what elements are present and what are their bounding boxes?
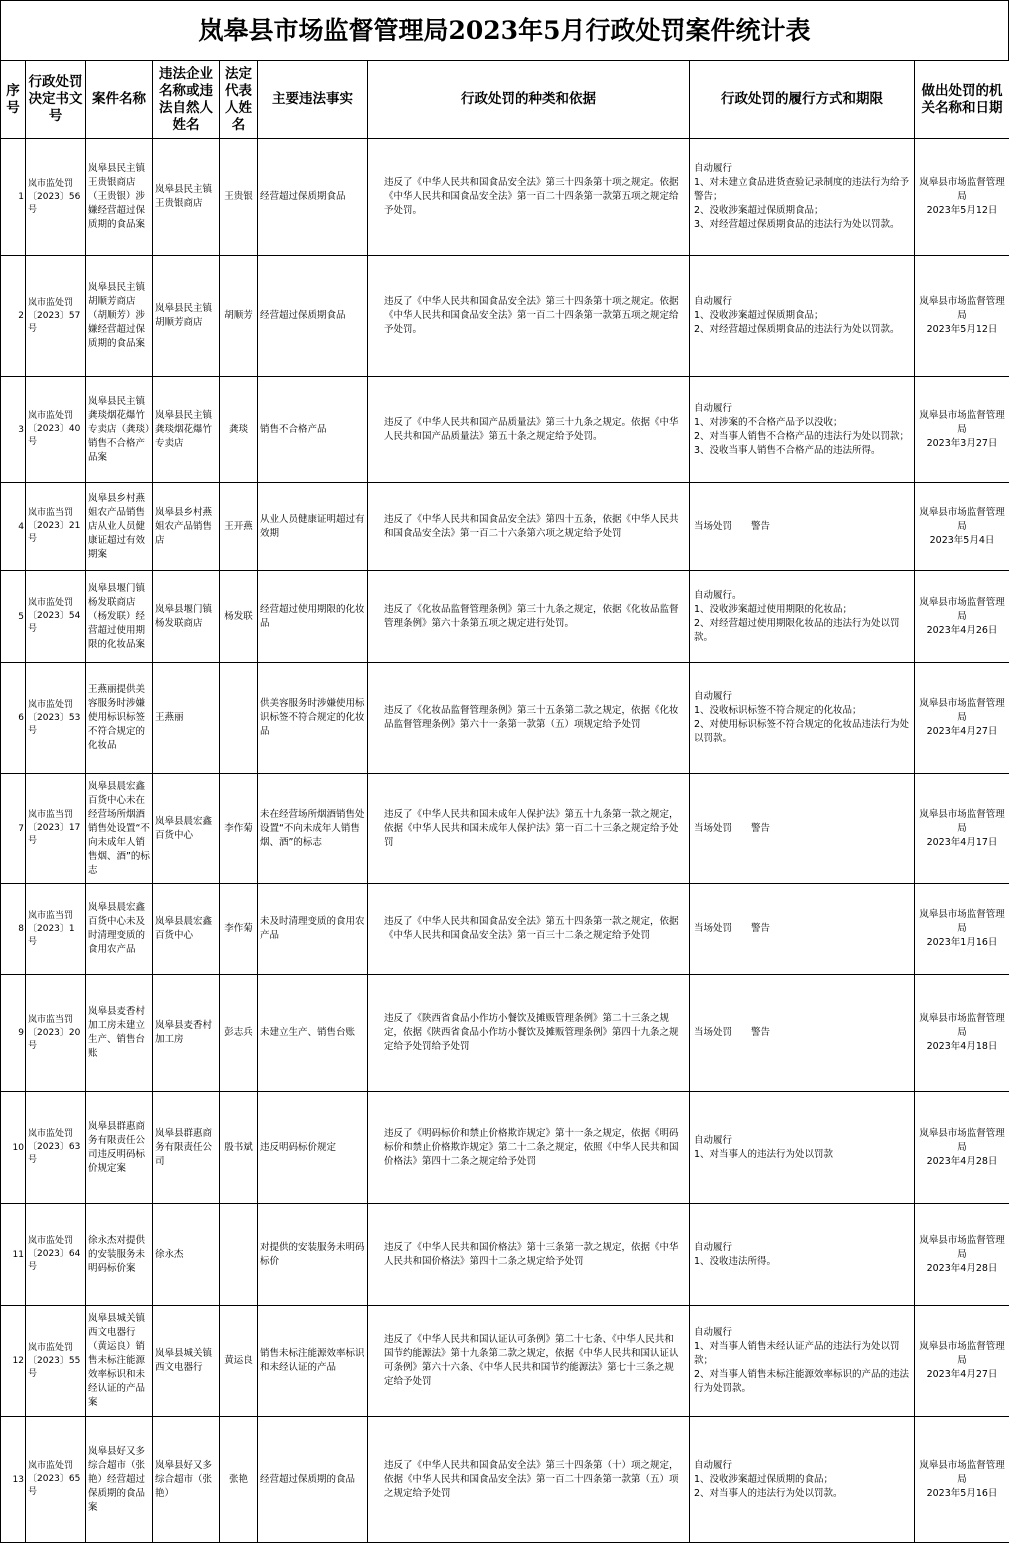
header-case-name: 案件名称 bbox=[86, 61, 153, 139]
cell-execution bbox=[690, 1306, 915, 1417]
cell-facts: 经营超过保质期的食品 bbox=[258, 1417, 368, 1543]
cell-basis: 违反了《中华人民共和国未成年人保护法》第五十九条第一款之规定，依据《中华人民共和国未成年人保护法》第一百二十三条之规定给予处罚 bbox=[368, 774, 690, 884]
cell-doc-no: 岚市监当罚〔2023〕20号 bbox=[26, 975, 86, 1092]
cell-basis: 违反了《化妆品监督管理条例》第三十五条第二款之规定，依据《化妆品监督管理条例》第六十一条第一款第（五）项规定给予处罚 bbox=[368, 663, 690, 774]
cell-execution bbox=[690, 663, 915, 774]
cell-authority bbox=[915, 256, 1009, 377]
cell-execution bbox=[690, 1092, 915, 1204]
cell-seq: 8 bbox=[1, 884, 26, 975]
authority-name: 岚皋县市场监督管理局 bbox=[919, 1459, 1005, 1485]
cell-execution bbox=[690, 975, 915, 1092]
cell-legal-rep: 殷书斌 bbox=[220, 1092, 258, 1204]
table-row bbox=[1, 139, 1009, 256]
cell-authority bbox=[915, 1204, 1009, 1306]
execution-line: 自动履行 bbox=[694, 402, 733, 414]
authority-date: 2023年4月27日 bbox=[926, 1369, 998, 1380]
authority-date: 2023年4月27日 bbox=[926, 726, 998, 737]
cell-case-name: 岚皋县群惠商务有限责任公司违反明码标价规定案 bbox=[86, 1092, 153, 1204]
cell-seq: 6 bbox=[1, 663, 26, 774]
cell-legal-rep: 王开燕 bbox=[220, 483, 258, 571]
cell-party: 岚皋县堰门镇杨发联商店 bbox=[153, 571, 220, 663]
cell-facts: 未建立生产、销售台账 bbox=[258, 975, 368, 1092]
cell-case-name: 岚皋县民主镇胡顺芳商店（胡顺芳）涉嫌经营超过保质期的食品案 bbox=[86, 256, 153, 377]
cell-case-name: 徐永杰对提供的安装服务未明码标价案 bbox=[86, 1204, 153, 1306]
execution-line: 2、对当事人销售未标注能源效率标识的产品的违法行为处罚款。 bbox=[694, 1369, 910, 1394]
cell-facts: 经营超过保质期食品 bbox=[258, 256, 368, 377]
cell-authority bbox=[915, 571, 1009, 663]
cell-facts: 未在经营场所烟酒销售处设置“不向未成年人销售烟、酒”的标志 bbox=[258, 774, 368, 884]
cell-seq: 9 bbox=[1, 975, 26, 1092]
cell-seq: 3 bbox=[1, 377, 26, 483]
authority-name: 岚皋县市场监督管理局 bbox=[919, 506, 1005, 532]
table-row bbox=[1, 1306, 1009, 1417]
execution-line: 自动履行。 bbox=[694, 589, 742, 601]
cell-party: 岚皋县晨宏鑫百货中心 bbox=[153, 774, 220, 884]
execution-line: 1、没收涉案超过使用期限的化妆品； bbox=[694, 603, 853, 615]
cell-authority bbox=[915, 483, 1009, 571]
table-row bbox=[1, 377, 1009, 483]
authority-name: 岚皋县市场监督管理局 bbox=[919, 909, 1005, 934]
execution-line: 自动履行 bbox=[694, 296, 733, 307]
cell-facts: 经营超过使用期限的化妆品 bbox=[258, 571, 368, 663]
cell-facts: 从业人员健康证明超过有效期 bbox=[258, 483, 368, 571]
execution-line: 2、对经营超过使用期限化妆品的违法行为处以罚款。 bbox=[694, 617, 900, 643]
cell-party: 岚皋县麦香村加工房 bbox=[153, 975, 220, 1092]
cell-execution bbox=[690, 1417, 915, 1543]
header-facts: 主要违法事实 bbox=[258, 61, 368, 139]
cell-legal-rep bbox=[220, 663, 258, 774]
authority-name: 岚皋县市场监督管理局 bbox=[919, 409, 1005, 435]
cell-seq: 7 bbox=[1, 774, 26, 884]
cell-authority bbox=[915, 975, 1009, 1092]
authority-date: 2023年4月28日 bbox=[926, 1262, 998, 1274]
authority-name: 岚皋县市场监督管理局 bbox=[919, 808, 1005, 834]
cell-facts: 经营超过保质期食品 bbox=[258, 139, 368, 256]
cell-seq: 13 bbox=[1, 1417, 26, 1543]
cell-authority bbox=[915, 1306, 1009, 1417]
cell-execution bbox=[690, 256, 915, 377]
cell-execution bbox=[690, 884, 915, 975]
cell-seq: 1 bbox=[1, 139, 26, 256]
cell-basis: 违反了《中华人民共和国食品安全法》第四十五条，依据《中华人民共和国食品安全法》第一百二十六条第六项之规定给予处罚 bbox=[368, 483, 690, 571]
cell-basis: 违反了《明码标价和禁止价格欺诈规定》第十一条之规定，依据《明码标价和禁止价格欺诈规定》第二十二条之规定，依照《中华人民共和国价格法》第四十二条之规定给予处罚 bbox=[368, 1092, 690, 1204]
execution-line: 自动履行 bbox=[694, 691, 733, 702]
header-party: 违法企业名称或违法自然人姓名 bbox=[153, 61, 220, 139]
cell-doc-no: 岚市监处罚〔2023〕40号 bbox=[26, 377, 86, 483]
authority-name: 岚皋县市场监督管理局 bbox=[919, 296, 1005, 321]
execution-line: 自动履行 bbox=[694, 163, 733, 174]
cell-case-name: 王燕丽提供美容服务时涉嫌使用标识标签不符合规定的化妆品 bbox=[86, 663, 153, 774]
cell-party: 岚皋县乡村燕姐农产品销售店 bbox=[153, 483, 220, 571]
cell-case-name: 岚皋县民主镇王贵银商店（王贵银）涉嫌经营超过保质期的食品案 bbox=[86, 139, 153, 256]
cell-basis: 违反了《陕西省食品小作坊小餐饮及摊贩管理条例》第二十三条之规定，依据《陕西省食品小作坊小餐饮及摊贩管理条例》第四十九条之规定给予处罚给予处罚 bbox=[368, 975, 690, 1092]
cell-case-name: 岚皋县城关镇西文电器行（黄运良）销售未标注能源效率标识和未经认证的产品案 bbox=[86, 1306, 153, 1417]
cell-facts: 供美容服务时涉嫌使用标识标签不符合规定的化妆品 bbox=[258, 663, 368, 774]
cell-case-name: 岚皋县民主镇龚琰烟花爆竹专卖店（龚琰）销售不合格产品案 bbox=[86, 377, 153, 483]
cell-basis: 违反了《中华人民共和国食品安全法》第三十四条第（十）项之规定，依据《中华人民共和国食品安全法》第一百二十四条第一款第（五）项之规定给予处罚 bbox=[368, 1417, 690, 1543]
execution-line: 当场处罚 警告 bbox=[694, 923, 771, 934]
cell-basis: 违反了《中华人民共和国价格法》第十三条第一款之规定，依据《中华人民共和国价格法》第四十二条之规定给予处罚 bbox=[368, 1204, 690, 1306]
execution-line: 1、对涉案的不合格产品予以没收； bbox=[694, 416, 843, 428]
execution-line: 3、对经营超过保质期食品的违法行为处以罚款。 bbox=[694, 219, 900, 230]
execution-line: 1、没收涉案超过保质期的食品； bbox=[694, 1473, 834, 1485]
authority-date: 2023年4月18日 bbox=[926, 1041, 998, 1052]
header-seq: 序号 bbox=[1, 61, 26, 139]
cell-seq: 10 bbox=[1, 1092, 26, 1204]
cell-party: 徐永杰 bbox=[153, 1204, 220, 1306]
cell-legal-rep: 李作菊 bbox=[220, 774, 258, 884]
cell-execution bbox=[690, 1204, 915, 1306]
cell-authority bbox=[915, 774, 1009, 884]
table-row bbox=[1, 884, 1009, 975]
cell-authority bbox=[915, 1092, 1009, 1204]
cell-authority bbox=[915, 663, 1009, 774]
cell-legal-rep bbox=[220, 1204, 258, 1306]
cell-party: 岚皋县好又多综合超市（张艳） bbox=[153, 1417, 220, 1543]
cell-party: 岚皋县城关镇西文电器行 bbox=[153, 1306, 220, 1417]
authority-name: 岚皋县市场监督管理局 bbox=[919, 1341, 1005, 1366]
header-legal-rep: 法定代表人姓名 bbox=[220, 61, 258, 139]
authority-name: 岚皋县市场监督管理局 bbox=[919, 1013, 1005, 1038]
execution-line: 1、没收涉案超过保质期食品； bbox=[694, 310, 824, 321]
authority-date: 2023年4月26日 bbox=[926, 624, 998, 636]
execution-line: 1、对当事人的违法行为处以罚款 bbox=[694, 1148, 834, 1160]
cell-case-name: 岚皋县乡村燕姐农产品销售店从业人员健康证超过有效期案 bbox=[86, 483, 153, 571]
cell-execution bbox=[690, 377, 915, 483]
cell-execution bbox=[690, 483, 915, 571]
authority-name: 岚皋县市场监督管理局 bbox=[919, 1234, 1005, 1260]
cell-doc-no: 岚市监当罚〔2023〕21号 bbox=[26, 483, 86, 571]
cell-legal-rep: 胡顺芳 bbox=[220, 256, 258, 377]
cell-facts: 销售不合格产品 bbox=[258, 377, 368, 483]
cell-basis: 违反了《中华人民共和国认证认可条例》第二十七条、《中华人民共和国节约能源法》第十九条第二款之规定，依据《中华人民共和国认证认可条例》第六十六条、《中华人民共和国节约能源法》第七十三条之规定给予处罚 bbox=[368, 1306, 690, 1417]
header-row bbox=[1, 61, 1009, 139]
cell-execution bbox=[690, 774, 915, 884]
cell-legal-rep: 彭志兵 bbox=[220, 975, 258, 1092]
cell-basis: 违反了《中华人民共和国食品安全法》第五十四条第一款之规定，依据《中华人民共和国食品安全法》第一百三十二条之规定给予处罚 bbox=[368, 884, 690, 975]
penalty-table bbox=[0, 60, 1009, 1543]
cell-seq: 12 bbox=[1, 1306, 26, 1417]
authority-date: 2023年5月16日 bbox=[926, 1487, 998, 1499]
cell-doc-no: 岚市监处罚〔2023〕53号 bbox=[26, 663, 86, 774]
authority-date: 2023年3月27日 bbox=[926, 437, 998, 449]
execution-line: 2、没收涉案超过保质期食品； bbox=[694, 205, 824, 216]
cell-seq: 4 bbox=[1, 483, 26, 571]
cell-case-name: 岚皋县麦香村加工房未建立生产、销售台账 bbox=[86, 975, 153, 1092]
execution-line: 2、对使用标识标签不符合规定的化妆品违法行为处以罚款。 bbox=[694, 719, 910, 744]
execution-line: 自动履行 bbox=[694, 1241, 733, 1253]
authority-name: 岚皋县市场监督管理局 bbox=[919, 1127, 1005, 1153]
execution-line: 自动履行 bbox=[694, 1327, 733, 1338]
header-doc-no: 行政处罚决定书文号 bbox=[26, 61, 86, 139]
table-row bbox=[1, 663, 1009, 774]
cell-basis: 违反了《中华人民共和国产品质量法》第三十九条之规定。依据《中华人民共和国产品质量法》第五十条之规定给予处罚。 bbox=[368, 377, 690, 483]
execution-line: 自动履行 bbox=[694, 1459, 733, 1471]
cell-doc-no: 岚市监处罚〔2023〕55号 bbox=[26, 1306, 86, 1417]
authority-name: 岚皋县市场监督管理局 bbox=[919, 698, 1005, 723]
cell-basis: 违反了《化妆品监督管理条例》第三十九条之规定，依据《化妆品监督管理条例》第六十条第五项之规定进行处罚。 bbox=[368, 571, 690, 663]
execution-line: 自动履行 bbox=[694, 1134, 733, 1146]
execution-line: 当场处罚 警告 bbox=[694, 1027, 771, 1038]
cell-legal-rep: 龚琰 bbox=[220, 377, 258, 483]
cell-doc-no: 岚市监处罚〔2023〕63号 bbox=[26, 1092, 86, 1204]
cell-facts: 对提供的安装服务未明码标价 bbox=[258, 1204, 368, 1306]
table-row bbox=[1, 975, 1009, 1092]
authority-name: 岚皋县市场监督管理局 bbox=[919, 177, 1005, 202]
cell-case-name: 岚皋县晨宏鑫百货中心未在经营场所烟酒销售处设置“不向未成年人销售烟、酒”的标志 bbox=[86, 774, 153, 884]
table-row bbox=[1, 1417, 1009, 1543]
table-row bbox=[1, 483, 1009, 571]
cell-doc-no: 岚市监处罚〔2023〕57号 bbox=[26, 256, 86, 377]
header-basis: 行政处罚的种类和依据 bbox=[368, 61, 690, 139]
cell-facts: 违反明码标价规定 bbox=[258, 1092, 368, 1204]
cell-basis: 违反了《中华人民共和国食品安全法》第三十四条第十项之规定。依据《中华人民共和国食品安全法》第一百二十四条第一款第五项之规定给予处罚。 bbox=[368, 139, 690, 256]
cell-case-name: 岚皋县堰门镇杨发联商店（杨发联）经营超过使用期限的化妆品案 bbox=[86, 571, 153, 663]
authority-date: 2023年5月12日 bbox=[926, 324, 998, 335]
table-body bbox=[1, 139, 1009, 1543]
execution-line: 1、对当事人销售未经认证产品的违法行为处以罚款； bbox=[694, 1341, 900, 1366]
cell-party: 岚皋县民主镇王贵银商店 bbox=[153, 139, 220, 256]
cell-legal-rep: 杨发联 bbox=[220, 571, 258, 663]
cell-case-name: 岚皋县晨宏鑫百货中心未及时清理变质的食用农产品 bbox=[86, 884, 153, 975]
cell-party: 王燕丽 bbox=[153, 663, 220, 774]
table-row bbox=[1, 774, 1009, 884]
cell-doc-no: 岚市监当罚〔2023〕1号 bbox=[26, 884, 86, 975]
cell-authority bbox=[915, 1417, 1009, 1543]
cell-execution bbox=[690, 571, 915, 663]
cell-doc-no: 岚市监处罚〔2023〕56号 bbox=[26, 139, 86, 256]
execution-line: 1、没收标识标签不符合规定的化妆品； bbox=[694, 705, 862, 716]
execution-line: 2、对当事人的违法行为处以罚款。 bbox=[694, 1487, 843, 1499]
execution-line: 1、没收违法所得。 bbox=[694, 1255, 777, 1267]
cell-doc-no: 岚市监处罚〔2023〕54号 bbox=[26, 571, 86, 663]
cell-legal-rep: 张艳 bbox=[220, 1417, 258, 1543]
authority-date: 2023年4月28日 bbox=[926, 1155, 998, 1167]
cell-party: 岚皋县民主镇胡顺芳商店 bbox=[153, 256, 220, 377]
table-row bbox=[1, 1092, 1009, 1204]
header-execution: 行政处罚的履行方式和期限 bbox=[690, 61, 915, 139]
cell-party: 岚皋县晨宏鑫百货中心 bbox=[153, 884, 220, 975]
cell-doc-no: 岚市监处罚〔2023〕64号 bbox=[26, 1204, 86, 1306]
cell-party: 岚皋县民主镇龚琰烟花爆竹专卖店 bbox=[153, 377, 220, 483]
cell-authority bbox=[915, 884, 1009, 975]
cell-seq: 11 bbox=[1, 1204, 26, 1306]
execution-line: 当场处罚 警告 bbox=[694, 822, 771, 834]
cell-authority bbox=[915, 139, 1009, 256]
cell-case-name: 岚皋县好又多综合超市（张艳）经营超过保质期的食品案 bbox=[86, 1417, 153, 1543]
cell-authority bbox=[915, 377, 1009, 483]
cell-party: 岚皋县群惠商务有限责任公司 bbox=[153, 1092, 220, 1204]
cell-legal-rep: 李作菊 bbox=[220, 884, 258, 975]
authority-date: 2023年5月12日 bbox=[926, 205, 998, 216]
cell-seq: 5 bbox=[1, 571, 26, 663]
table-row bbox=[1, 1204, 1009, 1306]
cell-legal-rep: 黄运良 bbox=[220, 1306, 258, 1417]
execution-line: 1、对未建立食品进货查验记录制度的违法行为给予警告； bbox=[694, 177, 910, 202]
header-authority: 做出处罚的机关名称和日期 bbox=[915, 61, 1009, 139]
authority-date: 2023年5月4日 bbox=[929, 534, 995, 546]
cell-seq: 2 bbox=[1, 256, 26, 377]
execution-line: 2、对当事人销售不合格产品的违法行为处以罚款； bbox=[694, 430, 910, 442]
authority-date: 2023年1月16日 bbox=[926, 937, 998, 948]
cell-facts: 销售未标注能源效率标识和未经认证的产品 bbox=[258, 1306, 368, 1417]
authority-date: 2023年4月17日 bbox=[926, 836, 998, 848]
cell-basis: 违反了《中华人民共和国食品安全法》第三十四条第十项之规定。依据《中华人民共和国食品安全法》第一百二十四条第一款第五项之规定给予处罚。 bbox=[368, 256, 690, 377]
execution-line: 2、对经营超过保质期食品的违法行为处以罚款。 bbox=[694, 324, 900, 335]
table-row bbox=[1, 256, 1009, 377]
cell-facts: 未及时清理变质的食用农产品 bbox=[258, 884, 368, 975]
execution-line: 当场处罚 警告 bbox=[694, 520, 771, 532]
cell-doc-no: 岚市监当罚〔2023〕17号 bbox=[26, 774, 86, 884]
cell-execution bbox=[690, 139, 915, 256]
authority-name: 岚皋县市场监督管理局 bbox=[919, 596, 1005, 622]
page-title: 岚皋县市场监督管理局2023年5月行政处罚案件统计表 bbox=[0, 0, 1009, 60]
execution-line: 3、没收当事人销售不合格产品的违法所得。 bbox=[694, 444, 881, 456]
cell-doc-no: 岚市监处罚〔2023〕65号 bbox=[26, 1417, 86, 1543]
cell-legal-rep: 王贵银 bbox=[220, 139, 258, 256]
table-row bbox=[1, 571, 1009, 663]
